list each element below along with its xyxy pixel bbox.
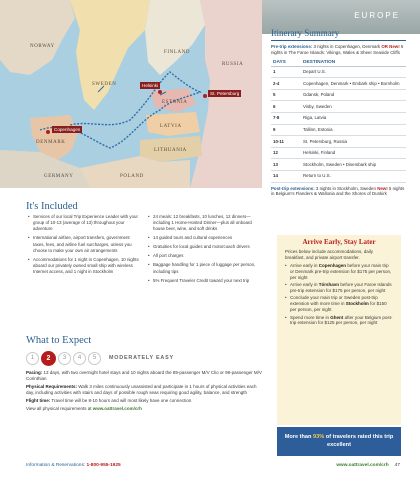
itinerary-row xyxy=(271,170,406,182)
post-trip-text-1: 3 nights in Stockholm, Sweden xyxy=(315,185,376,191)
pre-trip-text-2: 5 nights in The Faroe Islands: Vikings, Wales & Sheer Seaside Cliffs xyxy=(271,44,404,55)
item-place: Ghent xyxy=(330,314,344,320)
map-label-sweden: SWEDEN xyxy=(92,82,117,87)
item-text: after your Belgium post-trip extension for $125 per person, per night xyxy=(290,314,393,326)
expect-title: What to Expect xyxy=(26,335,92,346)
arrive-early-list xyxy=(277,263,401,327)
itinerary-table xyxy=(271,59,406,183)
route-map xyxy=(0,0,262,188)
itinerary-destination: Visby, Sweden xyxy=(301,101,406,113)
footer-phone[interactable]: 1-800-955-1925 xyxy=(86,463,121,468)
destination-column-header: DESTINATION xyxy=(301,59,406,67)
item-text: before your Faroe Islands pre-trip extension for $175 per person, per night xyxy=(290,282,392,293)
expect-details xyxy=(26,370,262,415)
itinerary-row xyxy=(271,66,406,78)
rating-level-5: 5 xyxy=(88,352,101,365)
itinerary-row xyxy=(271,101,406,113)
arrive-early-box xyxy=(277,235,401,425)
days-column-header: DAYS xyxy=(271,59,301,67)
included-title: It's Included xyxy=(26,201,78,212)
item-text: for $150 per person, per night xyxy=(290,301,387,313)
included-item: • Accommodations for 1 night in Copenhagen, 10 nights aboard our privately owned small ship with wireless Internet access, and 1 night in Stockholm xyxy=(28,257,142,276)
map-label-lithuania: LITHUANIA xyxy=(154,148,187,153)
map-city-copenhagen: Copenhagen xyxy=(54,127,81,132)
rating-level-1: 1 xyxy=(26,352,39,365)
itinerary-destination: Tallinn, Estonia xyxy=(301,124,406,136)
map-label-russia: RUSSIA xyxy=(222,62,244,67)
itinerary-destination: Riga, Latvia xyxy=(301,112,406,124)
physical-paragraph xyxy=(26,384,262,396)
footer-url[interactable]: www.oattravel.com/crh xyxy=(336,463,389,468)
itinerary-destination: Stockholm, Sweden • Disembark ship xyxy=(301,159,406,171)
itinerary-row xyxy=(271,112,406,124)
itinerary-destination: Helsinki, Finland xyxy=(301,147,406,159)
item-text: Spend more time in xyxy=(290,314,330,320)
flight-paragraph xyxy=(26,398,262,404)
post-trip-text-2: 5 nights in Belgium's Flanders & Wallonia and the Shores of Dunkirk xyxy=(271,185,405,197)
itinerary-title: Itinerary Summary xyxy=(271,28,406,41)
rating-label: MODERATELY EASY xyxy=(109,355,174,361)
itinerary-days: 13 xyxy=(271,159,301,171)
footer-right xyxy=(336,463,400,468)
itinerary-destination: Depart U.S. xyxy=(301,66,406,78)
item-text: Arrive early in xyxy=(290,262,318,268)
flight-label: Flight time: xyxy=(26,398,51,404)
physical-text: Walk 3 miles continuously unassisted and participate in 1 hours of physical activities each day, including activities with stairs and days of possible rough seas requiring good agility, balance, and strength xyxy=(26,384,257,396)
map-label-germany: GERMANY xyxy=(44,174,74,179)
itinerary-header-row xyxy=(271,59,406,67)
requirements-link[interactable]: www.oattravel.com/crh xyxy=(92,406,142,412)
page-footer xyxy=(0,458,420,480)
footer-label: Information & Reservations: xyxy=(26,463,86,468)
included-column-2 xyxy=(148,214,262,287)
itinerary-section xyxy=(271,28,406,197)
itinerary-days: 12 xyxy=(271,147,301,159)
item-place: Stockholm xyxy=(345,301,369,307)
included-list xyxy=(28,214,262,287)
new-badge: New! xyxy=(389,44,400,49)
itinerary-row xyxy=(271,78,406,90)
included-item: • All port charges xyxy=(148,253,262,259)
post-trip-label: Post-trip extensions: xyxy=(271,185,315,191)
pacing-paragraph xyxy=(26,370,262,382)
post-trip-extensions xyxy=(271,186,406,198)
included-item: • Services of our local Trip Experience Leader with your group of 10-13 (average of 13) throughout your adventure xyxy=(28,214,142,233)
map-city-helsinki: Helsinki xyxy=(142,83,159,88)
promo-text-pre: More than xyxy=(284,434,312,440)
itinerary-destination: Return to U.S. xyxy=(301,170,406,182)
item-place: Copenhagen xyxy=(318,262,347,268)
arrive-early-item xyxy=(285,295,393,313)
itinerary-row xyxy=(271,124,406,136)
itinerary-days: 6 xyxy=(271,101,301,113)
included-item: • 14 guided tours and cultural experiences xyxy=(148,235,262,241)
item-place: Tórshavn xyxy=(318,282,340,288)
rating-level-2-active: 2 xyxy=(41,351,56,366)
section-label: EUROPE xyxy=(354,11,400,20)
arrive-early-item xyxy=(285,282,393,294)
arrive-early-title: Arrive Early, Stay Later xyxy=(302,238,376,246)
map-label-norway: NORWAY xyxy=(30,44,55,49)
item-text: before your main trip or Denmark pre-trip extension for $175 per person, per night xyxy=(290,262,392,280)
itinerary-row xyxy=(271,147,406,159)
arrive-early-item xyxy=(285,315,393,327)
included-item: • 24 meals: 12 breakfasts, 10 lunches, 12 dinners—including 1 Home-Hosted Dinner—plus all onboard house beer, wine, and soft drinks xyxy=(148,214,262,233)
itinerary-days: 1 xyxy=(271,66,301,78)
included-column-1 xyxy=(28,214,142,287)
activity-rating xyxy=(26,350,262,366)
map-label-poland: POLAND xyxy=(120,174,144,179)
flight-text: Travel time will be 8-10 hours and will most likely have one connection xyxy=(51,398,192,404)
rating-promo xyxy=(277,427,401,456)
included-item: • 5% Frequent Traveler Credit toward your next trip xyxy=(148,278,262,284)
included-item: • Baggage handling for 1 piece of luggage per person, including tips xyxy=(148,262,262,274)
pre-trip-text-1: 3 nights in Copenhagen, Denmark xyxy=(313,44,381,49)
promo-percent: 93% xyxy=(313,434,325,440)
rating-level-3: 3 xyxy=(58,352,71,365)
map-label-latvia: LATVIA xyxy=(160,124,182,129)
itinerary-days: 9 xyxy=(271,124,301,136)
map-label-finland: FINLAND xyxy=(164,50,191,55)
pacing-label: Pacing: xyxy=(26,370,43,375)
itinerary-destination: St. Petersburg, Russia xyxy=(301,136,406,148)
pre-trip-label: Pre-trip extensions: xyxy=(271,44,313,49)
included-item: • Gratuities for local guides and motorcoach drivers xyxy=(148,244,262,250)
itinerary-destination: Copenhagen, Denmark • Embark ship • Bornholm xyxy=(301,78,406,90)
view-all-text: View all physical requirements at xyxy=(26,406,92,412)
map-label-denmark: DENMARK xyxy=(36,140,66,145)
item-text: Arrive early in xyxy=(290,282,318,288)
itinerary-days: 2-4 xyxy=(271,78,301,90)
view-all-paragraph xyxy=(26,406,262,412)
physical-label: Physical Requirements: xyxy=(26,384,78,390)
pre-trip-or: OR xyxy=(381,44,388,49)
itinerary-row xyxy=(271,159,406,171)
pacing-text: 13 days, with two overnight hotel stays and 10 nights aboard the 89-passenger M/V Clio or 98-passenger M/V Corinthian xyxy=(26,370,262,382)
promo-text-post: of travelers rated this trip excellent xyxy=(325,434,394,448)
itinerary-days: 7-8 xyxy=(271,112,301,124)
post-trip-new-badge: New! xyxy=(377,185,388,191)
pre-trip-extensions xyxy=(271,44,406,56)
map-city-st-petersburg: St. Petersburg xyxy=(210,91,240,96)
included-item: • International airfare, airport transfers, government taxes, fees, and airline fuel surcharges, unless you choose to make your own air arrangements xyxy=(28,235,142,254)
itinerary-destination: Gdansk, Poland xyxy=(301,89,406,101)
included-section xyxy=(26,201,262,212)
arrive-early-intro: Prices below include accommodations, daily breakfast, and private airport transfer. xyxy=(285,249,374,260)
expect-section xyxy=(26,335,262,346)
footer-contact xyxy=(26,463,121,468)
itinerary-row xyxy=(271,136,406,148)
arrive-early-item xyxy=(285,263,393,281)
itinerary-row xyxy=(271,89,406,101)
itinerary-days: 5 xyxy=(271,89,301,101)
item-text: Conclude your main trip or Sweden post-trip extension with more time in xyxy=(290,295,378,307)
itinerary-days: 10-11 xyxy=(271,136,301,148)
map-label-estonia: ESTONIA xyxy=(162,100,188,105)
rating-level-4: 4 xyxy=(73,352,86,365)
page-number: 47 xyxy=(394,463,400,468)
itinerary-days: 14 xyxy=(271,170,301,182)
